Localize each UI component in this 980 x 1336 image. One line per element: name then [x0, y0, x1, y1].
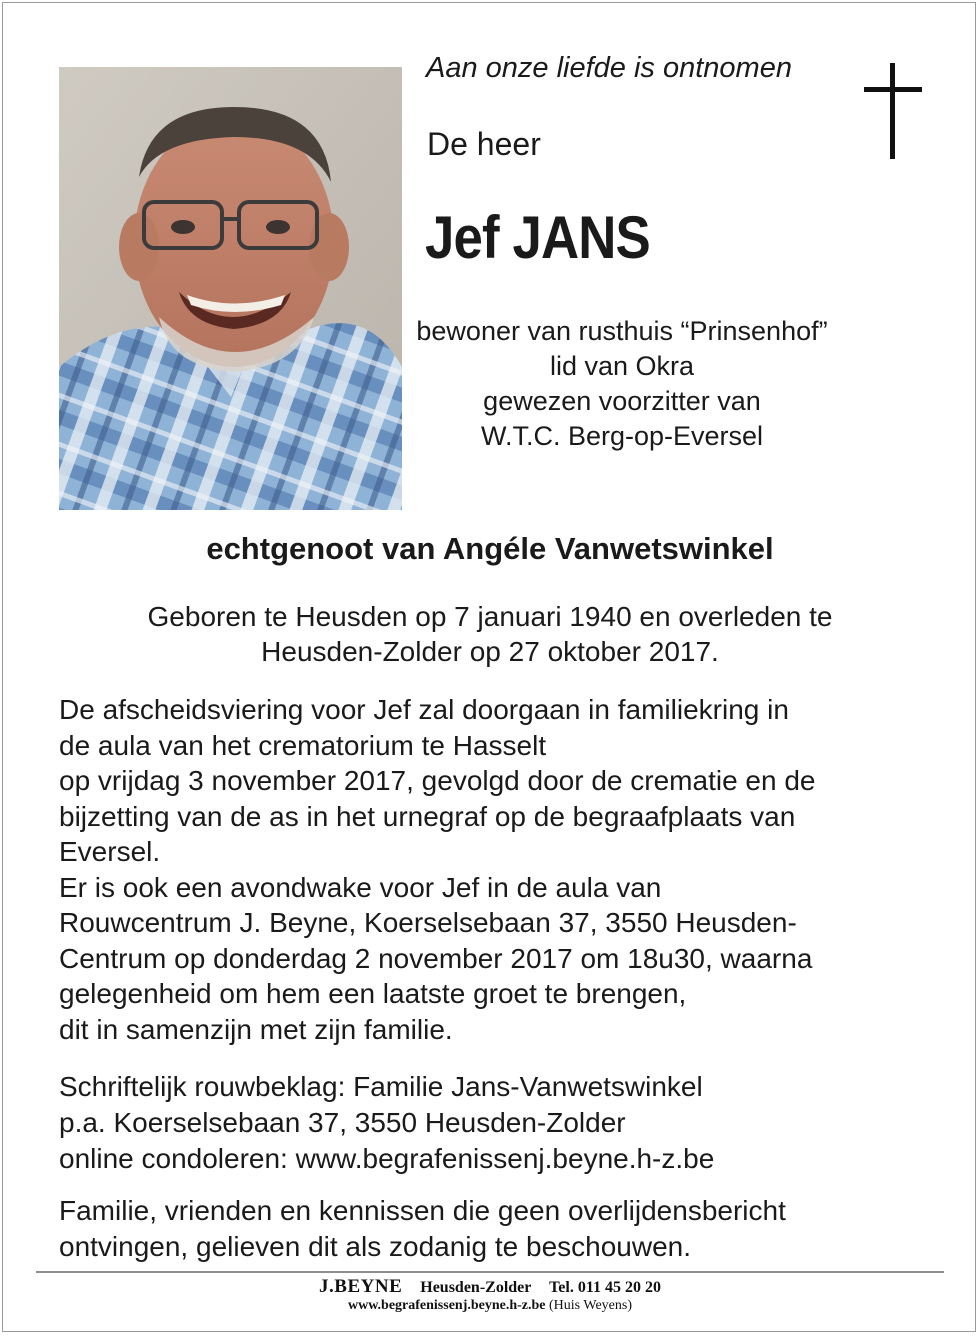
footer-divider	[36, 1271, 944, 1273]
closing-line: Familie, vrienden en kennissen die geen overlijdensbericht	[59, 1195, 786, 1226]
funeral-home-website: www.begrafenissenj.beyne.h-z.be	[347, 1298, 546, 1313]
ceremony-line: bijzetting van de as in het urnegraf op de begraafplaats van	[59, 800, 796, 832]
ceremony-line: De afscheidsviering voor Jef zal doorgaan in familiekring in	[59, 694, 789, 725]
role-line: W.T.C. Berg-op-Eversel	[480, 421, 764, 451]
contact-block	[59, 1069, 714, 1177]
footer-line-1	[0, 1276, 980, 1298]
born-line: Heusden-Zolder op 27 oktober 2017.	[261, 636, 719, 667]
honorific: De heer	[427, 126, 541, 162]
portrait-photo	[59, 67, 402, 510]
role-line: gewezen voorzitter van	[483, 386, 761, 416]
birth-death-block	[0, 599, 980, 669]
contact-line: p.a. Koerselsebaan 37, 3550 Heusden-Zolder	[59, 1107, 626, 1138]
roles-block	[412, 314, 832, 454]
wake-line: dit in samenzijn met zijn familie.	[59, 1013, 453, 1045]
ceremony-line: de aula van het crematorium te Hasselt	[59, 729, 547, 761]
ceremony-block	[59, 692, 939, 1047]
role-line: bewoner van rusthuis “Prinsenhof”	[416, 316, 828, 346]
wake-line: Centrum op donderdag 2 november 2017 om 18u30, waarna	[59, 942, 813, 974]
ceremony-line: Eversel.	[59, 836, 161, 867]
footer-line-2	[0, 1298, 980, 1314]
wake-line: Rouwcentrum J. Beyne, Koerselsebaan 37, 3550 Heusden-	[59, 907, 797, 938]
closing-block	[59, 1193, 786, 1265]
funeral-home-brand: J.BEYNE	[319, 1276, 403, 1297]
funeral-home-location: Heusden-Zolder	[420, 1279, 532, 1296]
funeral-home-phone: Tel. 011 45 20 20	[549, 1279, 661, 1296]
contact-line: online condoleren: www.begrafenissenj.beyne.h-z.be	[59, 1143, 715, 1174]
contact-line: Schriftelijk rouwbeklag: Familie Jans-Vanwetswinkel	[59, 1071, 703, 1102]
funeral-home-footer	[0, 1276, 980, 1314]
deceased-name: Jef JANS	[425, 204, 650, 271]
ceremony-line: op vrijdag 3 november 2017, gevolgd door de crematie en de	[59, 765, 816, 796]
closing-line: ontvingen, gelieven dit als zodanig te beschouwen.	[59, 1231, 691, 1262]
wake-line: Er is ook een avondwake voor Jef in de aula van	[59, 871, 662, 903]
wake-line: gelegenheid om hem een laatste groet te brengen,	[59, 978, 687, 1009]
funeral-home-house: (Huis Weyens)	[549, 1298, 633, 1313]
born-line: Geboren te Heusden op 7 januari 1940 en overleden te	[147, 601, 833, 632]
role-line: lid van Okra	[549, 351, 695, 381]
cross-icon	[864, 63, 922, 159]
intro-line: Aan onze liefde is ontnomen	[426, 52, 792, 84]
spouse-line: echtgenoot van Angéle Vanwetswinkel	[206, 531, 774, 566]
